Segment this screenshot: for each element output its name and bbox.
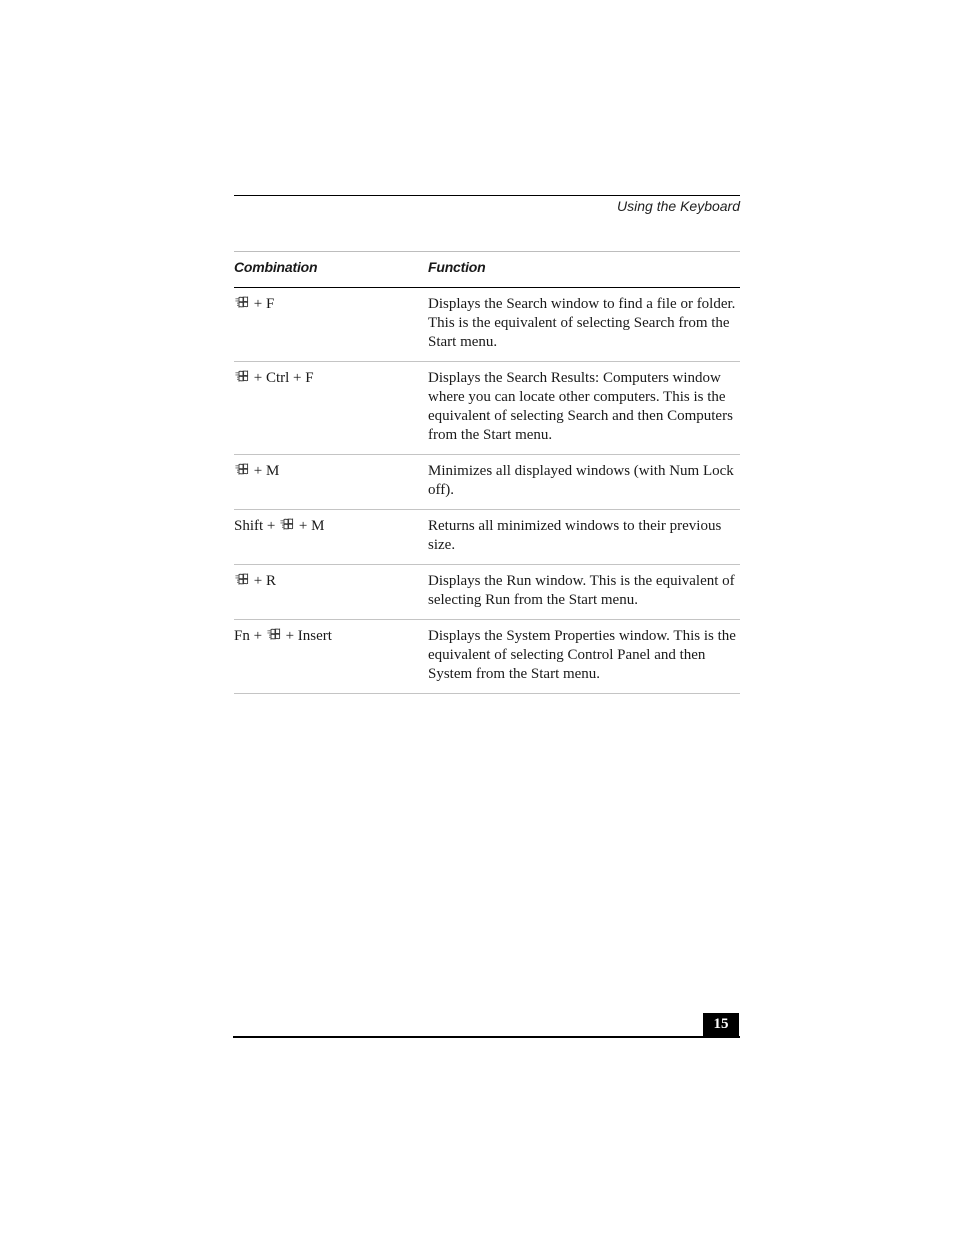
key-combination-prefix: Fn + bbox=[234, 628, 263, 644]
table-row bbox=[234, 510, 740, 565]
table-row bbox=[234, 455, 740, 510]
windows-logo-icon bbox=[235, 463, 249, 476]
key-combination-cell bbox=[234, 455, 428, 510]
table-row bbox=[234, 362, 740, 455]
function-description-cell: Displays the Search Results: Computers window where you can locate other computers. This is the equivalent of selecting Search and then Computers from the Start menu. bbox=[428, 362, 740, 455]
key-combination-prefix: Shift + bbox=[234, 518, 276, 534]
function-description-cell: Displays the Search window to find a file or folder. This is the equivalent of selecting Search from the Start menu. bbox=[428, 288, 740, 362]
key-combination-cell bbox=[234, 565, 428, 620]
key-combination-cell bbox=[234, 510, 428, 565]
running-head: Using the Keyboard bbox=[617, 198, 740, 214]
windows-logo-icon bbox=[267, 628, 281, 641]
key-combination-cell bbox=[234, 620, 428, 694]
function-description-cell: Minimizes all displayed windows (with Num Lock off). bbox=[428, 455, 740, 510]
footer-rule bbox=[233, 1036, 740, 1038]
windows-logo-icon bbox=[235, 573, 249, 586]
function-description-cell: Displays the Run window. This is the equivalent of selecting Run from the Start menu. bbox=[428, 565, 740, 620]
table-header-row bbox=[234, 252, 740, 288]
windows-logo-icon bbox=[235, 296, 249, 309]
page-number: 15 bbox=[703, 1013, 739, 1036]
table-row bbox=[234, 620, 740, 694]
key-combination-suffix: + R bbox=[253, 573, 276, 589]
function-description-cell: Displays the System Properties window. This is the equivalent of selecting Control Panel and then System from the Start menu. bbox=[428, 620, 740, 694]
key-combination-suffix: + Insert bbox=[285, 628, 332, 644]
key-combination-cell bbox=[234, 362, 428, 455]
windows-logo-icon bbox=[235, 370, 249, 383]
key-combination-suffix: + M bbox=[253, 463, 280, 479]
column-header-function: Function bbox=[428, 252, 740, 288]
key-combination-cell bbox=[234, 288, 428, 362]
function-description-cell: Returns all minimized windows to their previous size. bbox=[428, 510, 740, 565]
table-row bbox=[234, 288, 740, 362]
table-row bbox=[234, 565, 740, 620]
keyboard-shortcuts-table bbox=[234, 251, 740, 694]
key-combination-suffix: + Ctrl + F bbox=[253, 370, 314, 386]
windows-logo-icon bbox=[280, 518, 294, 531]
column-header-combination: Combination bbox=[234, 252, 428, 288]
table-body bbox=[234, 288, 740, 694]
key-combination-suffix: + M bbox=[298, 518, 325, 534]
key-combination-suffix: + F bbox=[253, 296, 275, 312]
header-rule bbox=[234, 195, 740, 196]
